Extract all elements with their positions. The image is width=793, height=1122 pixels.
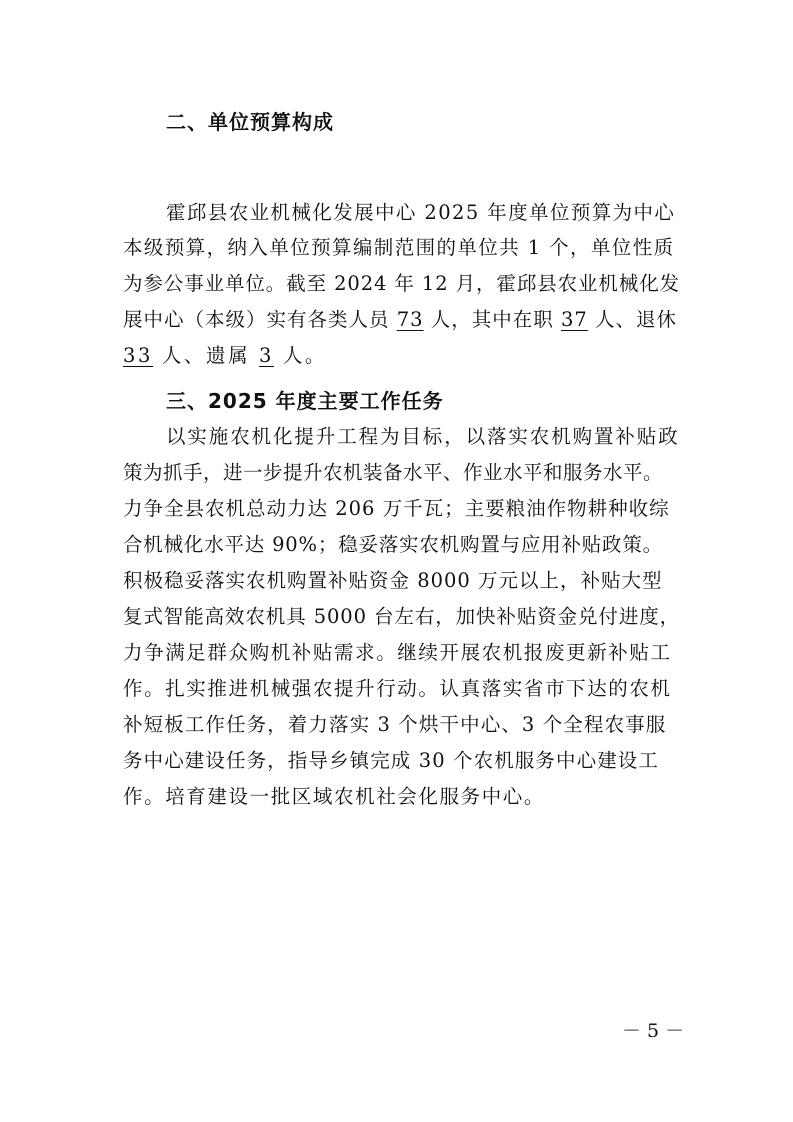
paragraph-line: 为参公事业单位。截至 2024 年 12 月，霍邱县农业机械化发 [123, 272, 681, 295]
paragraph-line-staff-counts [123, 342, 327, 370]
page-number: － 5 － [622, 1020, 685, 1042]
paragraph-line-staff-counts [123, 306, 677, 334]
section-heading-unit-budget-composition: 二、单位预算构成 [166, 110, 334, 134]
paragraph-line: 力争全县农机总动力达 206 万千瓦；主要粮油作物耕种收综 [123, 497, 670, 520]
staff-retired-count: 33 [123, 344, 154, 367]
paragraph-line: 务中心建设任务，指导乡镇完成 30 个农机服务中心建设工 [123, 749, 660, 772]
paragraph-line: 积极稳妥落实农机购置补贴资金 8000 万元以上，补贴大型 [123, 569, 663, 592]
section-heading-main-tasks: 三、2025 年度主要工作任务 [166, 389, 444, 413]
paragraph-line: 本级预算，纳入单位预算编制范围的单位共 1 个，单位性质 [123, 236, 675, 259]
paragraph-line: 策为抓手，进一步提升农机装备水平、作业水平和服务水平。 [123, 461, 664, 484]
paragraph-line: 复式智能高效农机具 5000 台左右，加快补贴资金兑付进度， [123, 605, 681, 628]
staff-active-count: 37 [560, 308, 588, 331]
staff-total-count: 73 [396, 308, 424, 331]
paragraph-line: 作。扎实推进机械强农提升行动。认真落实省市下达的农机 [123, 677, 672, 700]
paragraph-line: 合机械化水平达 90%；稳妥落实农机购置与应用补贴政策。 [123, 533, 663, 556]
paragraph-line: 霍邱县农业机械化发展中心 2025 年度单位预算为中心 [166, 201, 676, 224]
text-fragment: 人、遗属 [153, 344, 260, 367]
paragraph-line: 作。培育建设一批区域农机社会化服务中心。 [123, 785, 546, 808]
text-fragment: 人、退休 [587, 308, 677, 331]
paragraph-line: 补短板工作任务，着力落实 3 个烘干中心、3 个全程农事服 [123, 713, 667, 736]
paragraph-line: 力争满足群众购机补贴需求。继续开展农机报废更新补贴工 [123, 641, 672, 664]
text-fragment: 展中心（本级）实有各类人员 [123, 308, 397, 331]
text-fragment: 人，其中在职 [423, 308, 561, 331]
text-fragment: 人。 [274, 344, 328, 367]
paragraph-line: 以实施农机化提升工程为目标，以落实农机购置补贴政 [166, 425, 680, 448]
staff-dependents-count: 3 [259, 344, 275, 367]
